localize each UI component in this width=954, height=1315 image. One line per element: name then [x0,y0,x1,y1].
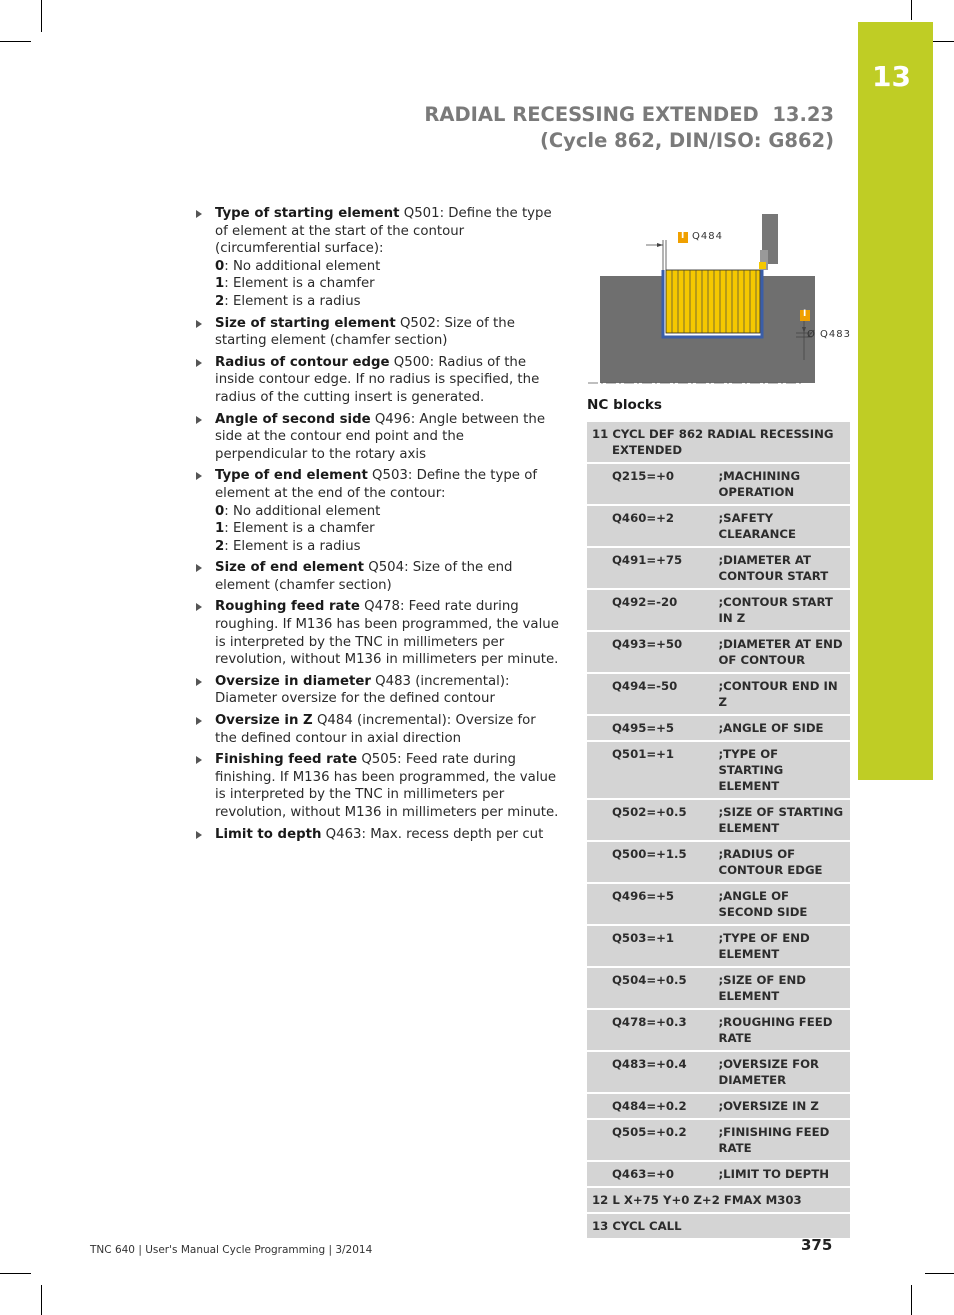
nc-param: Q463=+0 [587,1161,719,1187]
option-key: 0 [215,503,225,519]
nc-comment: ;DIAMETER AT CONTOUR START [719,547,851,589]
nc-comment: ;TYPE OF END ELEMENT [719,925,851,967]
heading-line-2: (Cycle 862, DIN/ISO: G862) [539,129,834,152]
nc-row [587,883,850,925]
nc-comment: ;DIAMETER AT END OF CONTOUR [719,631,851,673]
bullet-arrow-icon [196,210,202,218]
nc-block-text: 13 CYCL CALL [587,1213,850,1239]
nc-block-text: 12 L X+75 Y+0 Z+2 FMAX M303 [587,1187,850,1213]
bullet-arrow-icon [196,678,202,686]
parameter-name: Finishing feed rate [215,752,358,768]
page-heading [424,102,834,154]
bullet-arrow-icon [196,359,202,367]
parameter-option [215,293,559,311]
nc-row [587,505,850,547]
nc-comment: ;ANGLE OF SIDE [719,715,851,741]
marker-label: I [803,309,807,319]
nc-param: Q493=+50 [587,631,719,673]
parameter-option [215,258,559,276]
bullet-arrow-icon [196,564,202,572]
bullet-arrow-icon [196,756,202,764]
nc-param: Q483=+0.4 [587,1051,719,1093]
nc-row [587,841,850,883]
parameter-name: Roughing feed rate [215,599,360,615]
parameter-description: Q483 (incremental): Diameter oversize for the defined contour [215,673,510,707]
nc-comment: ;SAFETY CLEARANCE [719,505,851,547]
parameter-item [193,751,559,821]
crop-mark [41,0,42,32]
nc-header-line-1: 11 CYCL DEF 862 RADIAL RECESSING [592,427,834,441]
nc-row [587,967,850,1009]
parameter-name: Oversize in diameter [215,673,371,689]
parameter-item [193,205,559,311]
nc-row [587,1051,850,1093]
parameter-description: Q496: Angle between the side at the contour end point and the perpendicular to the rotary axis [215,411,546,462]
crop-mark [41,1285,42,1315]
parameter-item [193,354,559,407]
option-key: 1 [215,276,225,292]
option-value: : Element is a chamfer [224,521,375,537]
nc-row [587,741,850,799]
parameter-item [193,598,559,668]
nc-row [587,1161,850,1187]
parameter-item [193,411,559,464]
nc-row [587,715,850,741]
nc-param: Q491=+75 [587,547,719,589]
option-value: : Element is a radius [224,293,361,309]
nc-param: Q484=+0.2 [587,1093,719,1119]
parameter-option [215,503,559,521]
nc-comment: ;MACHINING OPERATION [719,463,851,505]
parameter-description: Q463: Max. recess depth per cut [325,826,544,842]
nc-header-row [587,422,850,463]
nc-param: Q502=+0.5 [587,799,719,841]
nc-row [587,631,850,673]
nc-row [587,673,850,715]
parameter-description: Q502: Size of the starting element (chamfer section) [215,315,515,349]
page-number: 375 [801,1236,833,1254]
nc-comment: ;ANGLE OF SECOND SIDE [719,883,851,925]
nc-param: Q505=+0.2 [587,1119,719,1161]
parameter-description: Q484 (incremental): Oversize for the defined contour in axial direction [215,713,536,746]
nc-row [587,925,850,967]
option-value: : No additional element [224,258,381,274]
parameter-name: Size of starting element [215,315,396,331]
bullet-arrow-icon [196,320,202,328]
parameter-name: Angle of second side [215,411,371,427]
parameter-name: Type of end element [215,468,368,484]
nc-param: Q494=-50 [587,673,719,715]
crop-mark [911,1285,912,1315]
nc-comment: ;LIMIT TO DEPTH [719,1161,851,1187]
parameter-list [193,205,559,847]
q484-label: Q484 [692,231,723,242]
nc-param: Q501=+1 [587,741,719,799]
nc-comment: ;ROUGHING FEED RATE [719,1009,851,1051]
nc-blocks-title: NC blocks [587,397,663,413]
nc-comment: ;FINISHING FEED RATE [719,1119,851,1161]
parameter-name: Oversize in Z [215,713,313,729]
nc-comment: ;OVERSIZE FOR DIAMETER [719,1051,851,1093]
option-key: 1 [215,521,225,537]
parameter-description: Q478: Feed rate during roughing. If M136 has been programmed, the value is interpreted by the TNC in millimeters per revolution, without M136 in millimeters per minute. [215,599,559,668]
nc-row [587,589,850,631]
option-value: : Element is a radius [224,538,361,554]
nc-comment: ;OVERSIZE IN Z [719,1093,851,1119]
nc-comment: ;TYPE OF STARTING ELEMENT [719,741,851,799]
parameter-item [193,712,559,747]
nc-param: Q500=+1.5 [587,841,719,883]
parameter-name: Limit to depth [215,826,322,842]
crop-mark [0,41,31,42]
nc-param: Q504=+0.5 [587,967,719,1009]
bullet-arrow-icon [196,603,202,611]
parameter-name: Radius of contour edge [215,354,390,370]
chapter-number: 13 [872,60,911,93]
parameter-name: Size of end element [215,560,364,576]
bullet-arrow-icon [196,717,202,725]
parameter-name: Type of starting element [215,206,400,221]
tool-tip [759,262,766,269]
option-value: : No additional element [224,503,381,519]
option-key: 0 [215,258,225,274]
heading-line-1: RADIAL RECESSING EXTENDED 13.23 [424,103,834,126]
bullet-arrow-icon [196,416,202,424]
parameter-option [215,275,559,293]
nc-comment: ;CONTOUR END IN Z [719,673,851,715]
nc-header-line-2: EXTENDED [612,443,683,457]
footer-text: TNC 640 | User's Manual Cycle Programming | 3/2014 [90,1244,373,1256]
q483-label: Ø Q483 [807,329,852,340]
option-key: 2 [215,538,225,554]
crop-mark [925,1273,954,1274]
marker-label: I [681,231,685,241]
nc-row [587,1009,850,1051]
parameter-item [193,315,559,350]
crop-mark [0,1273,31,1274]
nc-param: Q495=+5 [587,715,719,741]
parameter-description: Q500: Radius of the inside contour edge. If no radius is specified, the radius of the cutting insert is generated. [215,354,540,405]
oversize-block [666,270,760,333]
nc-param: Q460=+2 [587,505,719,547]
bullet-arrow-icon [196,472,202,480]
nc-comment: ;SIZE OF END ELEMENT [719,967,851,1009]
nc-row [587,547,850,589]
parameter-option [215,538,559,556]
recess-diagram [586,210,854,390]
parameter-item [193,673,559,708]
nc-param: Q496=+5 [587,883,719,925]
nc-param: Q492=-20 [587,589,719,631]
nc-block-row [587,1187,850,1213]
parameter-item [193,467,559,555]
nc-blocks-table [587,422,850,1240]
nc-comment: ;CONTOUR START IN Z [719,589,851,631]
nc-comment: ;SIZE OF STARTING ELEMENT [719,799,851,841]
parameter-option [215,520,559,538]
parameter-description: Q505: Feed rate during finishing. If M136 has been programmed, the value is interpreted by the TNC in millimeters per revolution, without M136 in millimeters per minute. [215,752,559,820]
nc-param: Q478=+0.3 [587,1009,719,1051]
nc-param: Q503=+1 [587,925,719,967]
nc-row [587,1093,850,1119]
parameter-item [193,559,559,594]
option-key: 2 [215,293,225,309]
bullet-arrow-icon [196,831,202,839]
nc-param: Q215=+0 [587,463,719,505]
nc-row [587,463,850,505]
nc-comment: ;RADIUS OF CONTOUR EDGE [719,841,851,883]
chapter-tab [858,22,933,780]
parameter-item [193,826,559,844]
parameter-description: Q503: Define the type of element at the end of the contour: [215,468,538,501]
parameter-description: Q501: Define the type of element at the start of the contour (circumferential surface): [215,206,552,257]
option-value: : Element is a chamfer [224,276,375,292]
crop-mark [911,0,912,20]
nc-row [587,1119,850,1161]
parameter-description: Q504: Size of the end element (chamfer section) [215,560,513,593]
nc-row [587,799,850,841]
